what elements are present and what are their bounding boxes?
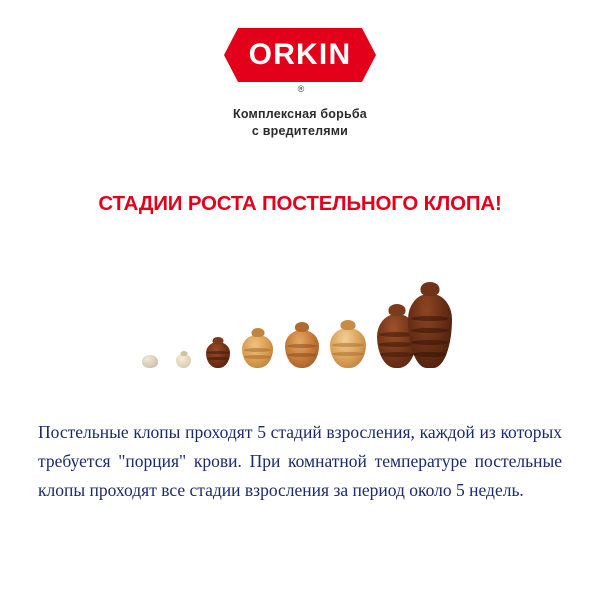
bug-head: [421, 282, 440, 296]
logo-tagline-line2: с вредителями: [251, 124, 349, 138]
orkin-logo: [0, 0, 600, 140]
bug-stripe: [332, 343, 364, 347]
bug-head: [389, 304, 406, 316]
bug-stripe: [207, 357, 228, 360]
bug-body: [142, 355, 158, 368]
bed-bug-growth-stages-illustration: [0, 258, 600, 368]
bug-head: [180, 351, 187, 356]
bug-body: [176, 354, 191, 368]
bug-head: [251, 328, 264, 337]
bug-body: [408, 294, 452, 368]
logo-tagline: [233, 106, 367, 140]
bug-stripe: [287, 344, 317, 348]
bug-stage-fourth-instar: [285, 330, 319, 368]
bug-stage-first-instar: [176, 354, 191, 368]
body-paragraph: Постельные клопы проходят 5 стадий взросления, каждой из которых требуется "порция" крови. При комнатной температуре постельные клопы проходят все стадии взросления за период около 5 недель.: [38, 422, 562, 500]
bug-head: [341, 320, 356, 330]
bug-stage-second-instar: [206, 342, 230, 368]
logo-brand-text: ORKIN: [248, 38, 352, 71]
bug-stripe: [411, 340, 450, 345]
bug-stripe: [244, 355, 271, 359]
bug-stripe: [207, 351, 228, 354]
bug-stage-egg: [142, 355, 158, 368]
bug-body: [206, 342, 230, 368]
bug-stage-adult-female: [408, 294, 452, 368]
logo-diamond-shape: [224, 28, 376, 82]
bug-body: [285, 330, 319, 368]
bug-head: [213, 337, 224, 344]
bug-stripe: [411, 352, 450, 357]
bug-stripe: [332, 352, 364, 356]
bug-stripe: [411, 328, 450, 333]
bug-body: [242, 335, 273, 368]
logo-tagline-line1: Комплексная борьба: [233, 107, 367, 121]
logo-registered-mark: ®: [297, 84, 305, 94]
bug-stripe: [287, 353, 317, 357]
bug-stage-fifth-instar: [330, 328, 366, 368]
bug-stripe: [411, 316, 450, 321]
bug-stage-third-instar: [242, 335, 273, 368]
bug-body: [330, 328, 366, 368]
page-title: СТАДИИ РОСТА ПОСТЕЛЬНОГО КЛОПА!: [98, 192, 502, 215]
bug-head: [295, 322, 309, 332]
bug-stripe: [244, 348, 271, 352]
